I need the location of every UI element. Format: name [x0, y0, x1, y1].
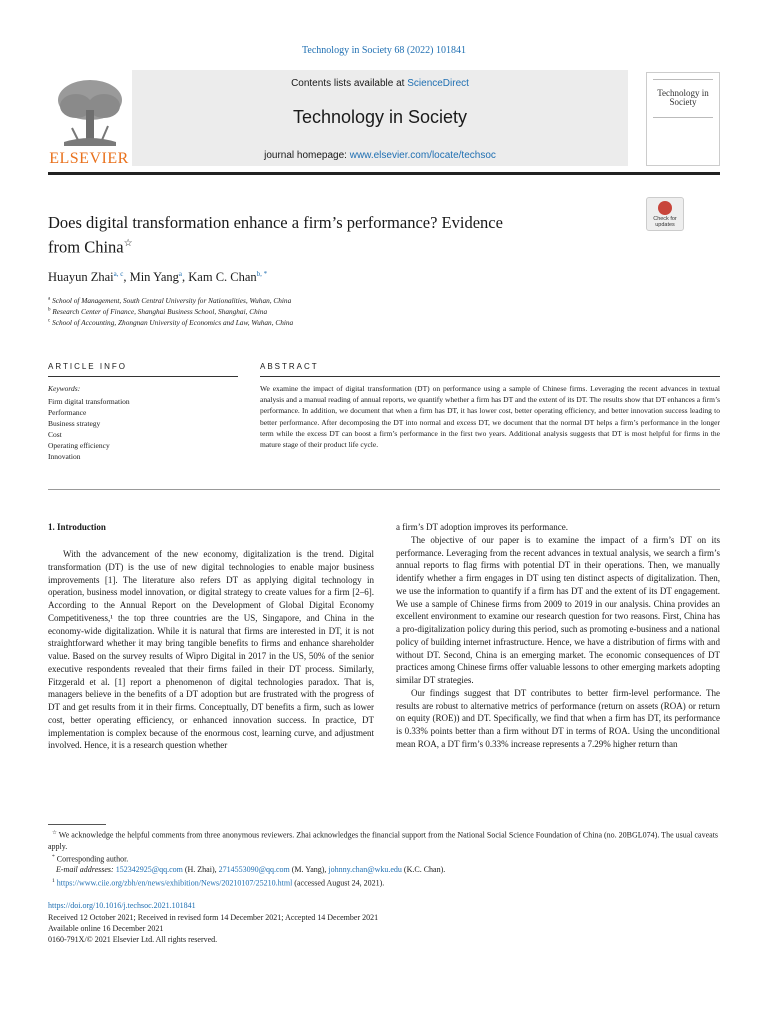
journal-citation[interactable]: Technology in Society 68 (2022) 101841: [302, 45, 466, 56]
keyword: Operating efficiency: [48, 441, 110, 450]
cover-rule: [653, 79, 713, 80]
body-right-column: [396, 521, 720, 751]
cover-title: Technology in Society: [657, 88, 709, 107]
keywords-label: Keywords:: [48, 384, 81, 393]
article-title: [48, 212, 608, 258]
email-owner: (M. Yang),: [289, 865, 329, 874]
homepage-line: [132, 150, 628, 161]
section-heading: 1. Introduction: [48, 522, 106, 532]
corresponding-text: Corresponding author.: [56, 854, 129, 864]
acknowledgement-text: We acknowledge the helpful comments from three anonymous reviewers. Zhai acknowledges the financial support from the National Social Science Foundation of China (no. 20BGL074). The usual caveats apply.: [48, 830, 719, 852]
article-info-rule: [48, 376, 238, 377]
affiliation-text: School of Management, South Central University for Nationalities, Wuhan, China: [52, 296, 292, 305]
copyright: 0160-791X/© 2021 Elsevier Ltd. All rights reserved.: [48, 935, 218, 944]
elsevier-tree-icon: [54, 76, 126, 146]
journal-title: Technology in Society: [292, 107, 468, 127]
footnote-url-link[interactable]: https://www.ciie.org/zbh/en/news/exhibition/News/20210107/25210.html: [56, 878, 293, 888]
affiliation: [48, 318, 293, 327]
homepage-prefix: journal homepage:: [264, 150, 350, 161]
footnote-emails: [48, 864, 720, 876]
author-name: Kam C. Chan: [188, 270, 257, 285]
affiliation-mark: a: [48, 296, 51, 302]
doi-link[interactable]: https://doi.org/10.1016/j.techsoc.2021.101841: [48, 901, 196, 910]
title-line-2: from China: [48, 237, 124, 257]
publisher-name: ELSEVIER: [49, 150, 129, 167]
footnote-acknowledgement: [48, 828, 720, 853]
keyword: Business strategy: [48, 419, 101, 428]
author-affil-mark[interactable]: a: [178, 270, 183, 278]
journal-cover-thumbnail[interactable]: [646, 72, 720, 166]
abstract-rule: [260, 376, 720, 377]
footnote-rule: [48, 824, 106, 825]
affiliation-mark: c: [48, 318, 51, 324]
author-affil-mark[interactable]: a, c: [113, 270, 124, 278]
abstract-bottom-rule: [48, 489, 720, 490]
keyword: Firm digital transformation: [48, 397, 130, 406]
author-list: [48, 270, 267, 285]
header-divider: [48, 172, 720, 175]
check-for-updates-button[interactable]: [646, 197, 684, 231]
footnote-1: [48, 876, 720, 889]
author-separator: ,: [182, 270, 189, 285]
email-link[interactable]: 2714553090@qq.com: [218, 865, 290, 874]
article-info-heading: ARTICLE INFO: [48, 362, 127, 371]
footnote-mark: *: [52, 854, 55, 860]
email-owner: (H. Zhai),: [182, 865, 219, 874]
elsevier-logo[interactable]: [48, 70, 130, 166]
journal-banner: [132, 70, 628, 166]
author-name: Min Yang: [129, 270, 179, 285]
title-line-1: Does digital transformation enhance a firm’s performance? Evidence: [48, 213, 503, 232]
keyword: Performance: [48, 408, 87, 417]
email-link[interactable]: johnny.chan@wku.edu: [328, 865, 402, 874]
homepage-link[interactable]: www.elsevier.com/locate/techsoc: [349, 150, 496, 161]
affiliation-text: School of Accounting, Zhongnan University of Economics and Law, Wuhan, China: [52, 318, 294, 327]
abstract-heading: ABSTRACT: [260, 362, 319, 371]
footnote-mark: 1: [52, 878, 55, 884]
author-affil-mark[interactable]: b, *: [256, 270, 268, 278]
check-updates-label: Check for updates: [653, 216, 677, 228]
check-updates-icon: [658, 201, 672, 215]
author-separator: ,: [123, 270, 130, 285]
contents-prefix: Contents lists available at: [291, 78, 408, 89]
email-link[interactable]: 152342925@qq.com: [115, 865, 183, 874]
abstract-text: We examine the impact of digital transformation (DT) on performance using a sample of Chinese firms. Leveraging the recent advances in textual analysis and a manual reading of annual reports, we quantify whether a firm has DT and the extent of its DT. The results show that DT enhances a firm’s performance. In addition, we document that when a firm has DT, it has lower cost, better operating efficiency, and better innovation success leading to better performance. After decomposing the DT into normal and excess DT, we document that the normal DT helps a firm’s performance in the longer term while the excess DT can boost a firm’s performance in the first two years. Additional analysis suggests that DT is most helpful for firms in the mature stage of their product life cycle.: [260, 384, 720, 450]
keywords-list: [48, 396, 238, 462]
journal-header: [48, 70, 628, 166]
keyword: Innovation: [48, 452, 81, 461]
body-paragraph: The objective of our paper is to examine the impact of a firm’s DT on its performance. Leveraging from the recent advances in textual analysis, we search a firm’s annual reports to flag firms with potential DT in their operations. Then, we manually identify whether a firm engages in DT using ten distinct aspects of digitalization. Then, we use the information to quantify if a firm has DT and the extent of its DT engagement. We use a sample of Chinese firms from 2009 to 2019 in our analysis. China provides an excellent environment to examine our research question for two reasons. First, China has a pro-digitalization policy during this period, such as promoting e-business and a national policy of building internet infrastructure. Hence, we have a distribution of firms with and without DT. Second, China is an emerging market. The economic consequences of DT practices among Chinese firms offer valuable lessons to other emerging markets adopting similar DT strategies.: [396, 534, 720, 685]
contents-line: [132, 78, 628, 89]
affiliation-mark: b: [48, 307, 51, 313]
email-owner: (K.C. Chan).: [401, 865, 446, 874]
keyword: Cost: [48, 430, 62, 439]
title-footnote-mark[interactable]: ☆: [123, 238, 133, 249]
available-online: Available online 16 December 2021: [48, 924, 164, 933]
affiliation: [48, 296, 291, 305]
cover-rule: [653, 117, 713, 118]
footnote-mark: ☆: [52, 830, 57, 836]
author-name: Huayun Zhai: [48, 270, 114, 285]
email-label: E-mail addresses:: [56, 865, 114, 874]
affiliation: [48, 307, 267, 316]
body-left-column: [48, 548, 374, 752]
body-paragraph: Our findings suggest that DT contributes to better firm-level performance. The results are robust to alternative metrics of performance (return on assets (ROA) or return on equity (ROE)) and DT. Specifically, we find that when a firm has DT, its performance is 0.33% points better than a firm without DT in terms of ROA. Using the unconditional mean ROA, a DT firm’s 0.33% increase represents a 7.29% higher return than: [396, 687, 720, 749]
body-paragraph-continuation: a firm’s DT adoption improves its performance.: [396, 522, 569, 532]
affiliation-text: Research Center of Finance, Shanghai Business School, Shanghai, China: [52, 307, 268, 316]
sciencedirect-link[interactable]: ScienceDirect: [407, 78, 469, 89]
footnote-access-date: (accessed August 24, 2021).: [292, 878, 385, 888]
body-paragraph: With the advancement of the new economy, digitalization is the trend. Digital transformation (DT) is the use of new digital technologies to enable major business improvements [1]. The literature also refers DT as applying digital technology in operation, business model innovation, or digital strategy to create values for a firm [2–6]. According to the Annual Report on the Development of Global Digital Economy Competitiveness,¹ the top three countries are the US, Singapore, and China in the economy-wide digitalization. While it is natural that firms are interested in DT, it is not straightforward whether it may bring tangible benefits to firms and enhance shareholder value. Based on the survey results of Wipro Digital in 2017 in the US, 50% of the senior executive respondents revealed that their firms failed in their DT process. Similarly, Fitzgerald et al. [1] report a phenomenon of digital technologies paradox. That is, managers believe in the benefits of a DT adoption but are frustrated with the progress of DT and get results from it in their firms. Conceptually, DT benefits a firm, such as lower cost, better operating efficiency, or enhanced innovation success. In practice, DT implementation is complex because of the enormous cost, learning curve, and adjustment involved. Hence, it is a research question whether: [48, 549, 374, 751]
received-dates: Received 12 October 2021; Received in revised form 14 December 2021; Accepted 14 December 2021: [48, 913, 379, 922]
